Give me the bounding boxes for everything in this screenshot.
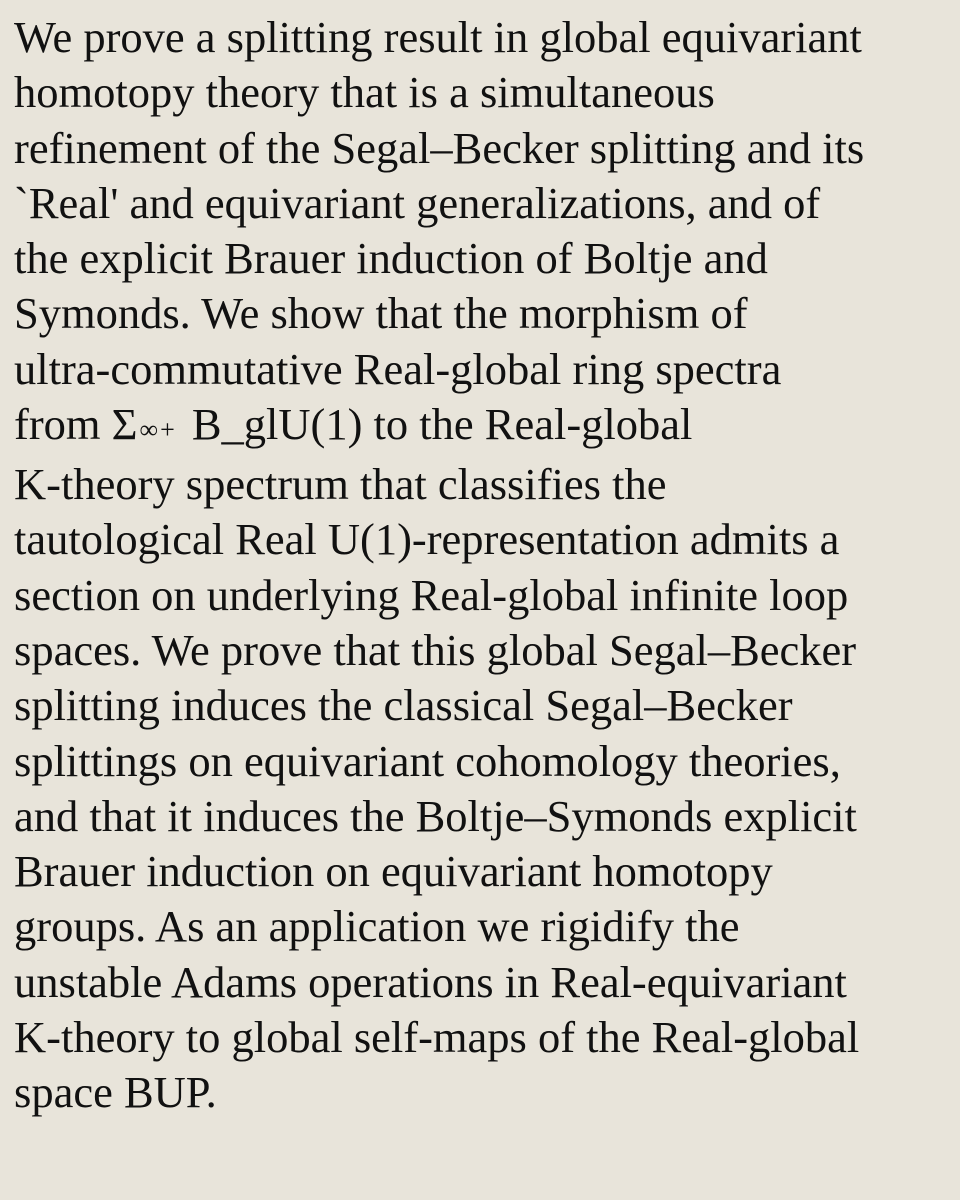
abstract-line-20: space BUP. [14, 1067, 217, 1118]
abstract-line-14: splittings on equivariant cohomology theories, [14, 735, 841, 786]
abstract-line-3: refinement of the Segal–Becker splitting and its [14, 122, 865, 173]
abstract-line-4: `Real' and equivariant generalizations, and of [14, 177, 821, 228]
abstract-line-13: splitting induces the classical Segal–Becker [14, 680, 793, 731]
abstract-line-6: Symonds. We show that the morphism of [14, 288, 748, 339]
abstract-line-8-pre: from Σ [14, 399, 138, 450]
abstract-line-8-post: B_glU(1) to the Real-global [180, 399, 693, 450]
abstract-line-10: tautological Real U(1)-representation admits a [14, 514, 840, 565]
abstract-line-5: the explicit Brauer induction of Boltje and [14, 233, 768, 284]
abstract-line-1: We prove a splitting result in global equivariant [14, 12, 862, 62]
abstract-line-7: ultra-commutative Real-global ring spectra [14, 343, 782, 394]
suspension-subscript: ∞+ [139, 414, 177, 444]
abstract-line-17: groups. As an application we rigidify the [14, 901, 740, 952]
abstract-line-19: K-theory to global self-maps of the Real-global [14, 1012, 860, 1063]
abstract-text [14, 10, 954, 1121]
abstract-line-9: K-theory spectrum that classifies the [14, 459, 667, 510]
abstract-line-16: Brauer induction on equivariant homotopy [14, 846, 773, 897]
abstract-line-15: and that it induces the Boltje–Symonds explicit [14, 790, 857, 841]
abstract-line-11: section on underlying Real-global infinite loop [14, 569, 849, 620]
abstract-line-8 [14, 397, 954, 457]
abstract-line-2: homotopy theory that is a simultaneous [14, 67, 715, 118]
abstract-line-12: spaces. We prove that this global Segal–Becker [14, 624, 857, 675]
abstract-line-18: unstable Adams operations in Real-equivariant [14, 956, 847, 1007]
